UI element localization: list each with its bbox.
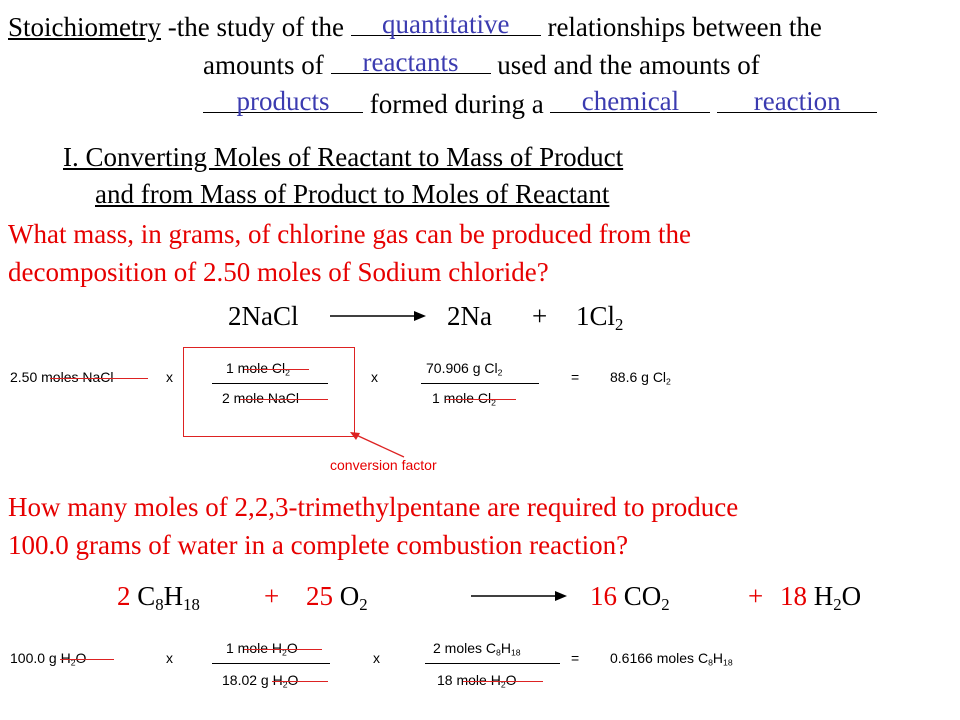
conversion-factor-label: conversion factor <box>330 457 437 473</box>
blank-reactants: reactants <box>331 51 491 74</box>
definition-text: -the study of the <box>167 12 344 42</box>
problem2-question-line-1: How many moles of 2,2,3-trimethylpentane are required to produce <box>8 492 739 522</box>
calc2-start: 100.0 g $H_2O$ <box>10 650 87 668</box>
problem2-product-2: 18 $H_2O$ <box>780 581 862 615</box>
calc1-times-2: x <box>371 369 378 385</box>
problem2-question-line-2: 100.0 grams of water in a complete combustion reaction? <box>8 530 629 560</box>
calc2-equals: = <box>571 650 580 666</box>
calc1-frac2-denominator: 1 mole $Cl_2$ <box>432 390 496 408</box>
definition-text: used and the amounts of <box>497 50 760 80</box>
problem1-product-2: $1Cl_2$ <box>576 301 624 335</box>
calc1-frac1-denominator: 2 mole NaCl <box>222 390 300 406</box>
calc1-equals: = <box>571 369 580 385</box>
section-heading-line-2: and from Mass of Product to Moles of Reactant <box>95 179 610 209</box>
problem1-question-line-1: What mass, in grams, of chlorine gas can be produced from the <box>8 219 692 249</box>
problem2-reactant-1: 2 $C_8H_{18}$ <box>117 581 200 615</box>
problem1-plus: + <box>532 301 548 331</box>
problem1-question-line-2: decomposition of 2.50 moles of Sodium chloride? <box>8 257 549 287</box>
calc2-frac1-numerator: 1 mole $H_2O$ <box>226 640 298 658</box>
conversion-factor-box <box>183 347 355 437</box>
annotation-arrow <box>348 430 408 460</box>
blank-quantitative: quantitative <box>351 13 541 36</box>
reaction-arrow <box>330 308 426 324</box>
problem1-product-1: 2Na <box>447 301 492 331</box>
calc1-frac2-numerator: 70.906 g $Cl_2$ <box>426 360 503 378</box>
blank-reaction: reaction <box>717 90 877 113</box>
definition-text: formed during a <box>369 89 544 119</box>
problem2-plus-1: + <box>264 581 280 611</box>
calc1-result: 88.6 g $Cl_2$ <box>610 369 671 387</box>
problem2-reactant-2: 25 $O_2$ <box>306 581 368 615</box>
calc1-times-1: x <box>166 369 173 385</box>
blank-products: products <box>203 90 363 113</box>
calc2-times-2: x <box>373 650 380 666</box>
section-heading-line-1: I. Converting Moles of Reactant to Mass of Product <box>63 142 624 172</box>
calc1-start: 2.50 moles NaCl <box>10 369 114 385</box>
definition-line-2 <box>203 47 760 80</box>
definition-line-1 <box>8 9 822 42</box>
term-stoichiometry: Stoichiometry <box>8 12 161 42</box>
problem2-plus-2: + <box>748 581 764 611</box>
calc1-frac1-numerator: 1 mole $Cl_2$ <box>226 360 290 378</box>
reaction-arrow <box>471 588 567 604</box>
blank-chemical: chemical <box>550 90 710 113</box>
calc2-frac2-numerator: 2 moles $C_8H_{18}$ <box>433 640 521 658</box>
calc2-result: 0.6166 moles $C_8H_{18}$ <box>610 650 733 668</box>
problem2-product-1: 16 $CO_2$ <box>590 581 670 615</box>
definition-text: amounts of <box>203 50 324 80</box>
definition-text: relationships between the <box>547 12 822 42</box>
problem1-reactant: 2NaCl <box>228 301 299 331</box>
definition-line-3 <box>203 86 877 119</box>
calc2-frac2-denominator: 18 mole $H_2O$ <box>437 672 517 690</box>
calc2-times-1: x <box>166 650 173 666</box>
calc2-frac1-denominator: 18.02 g $H_2O$ <box>222 672 299 690</box>
